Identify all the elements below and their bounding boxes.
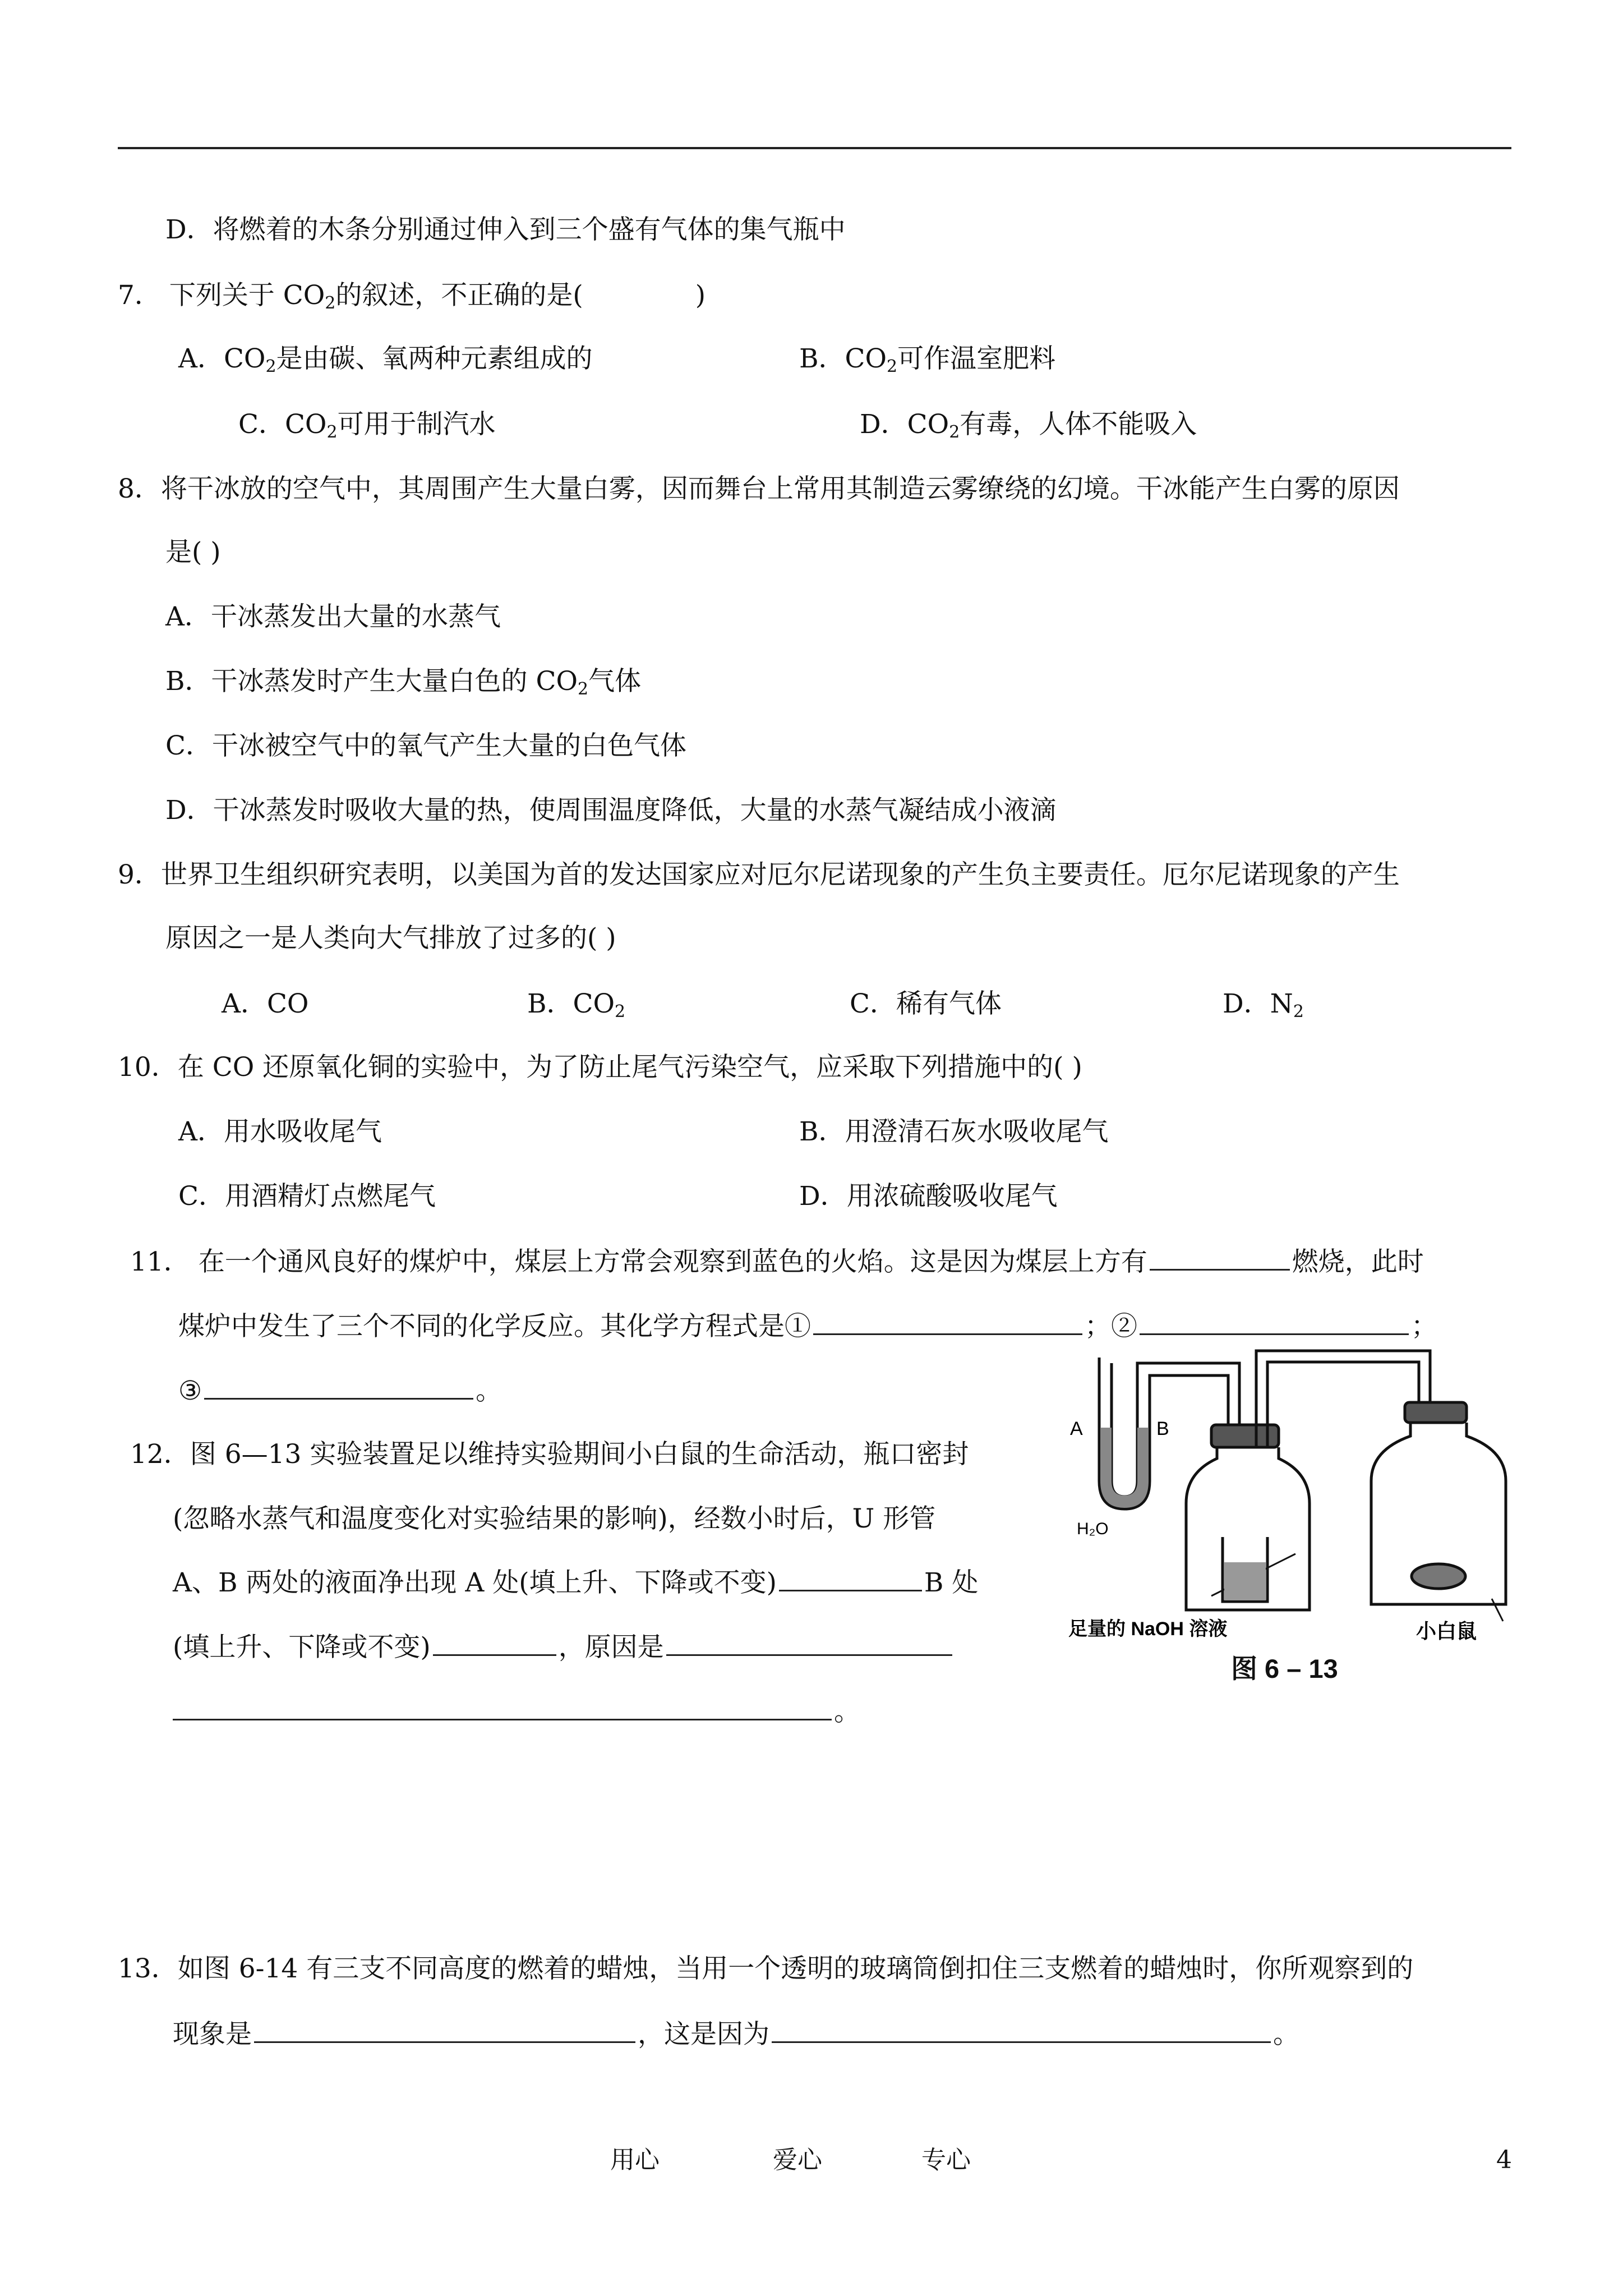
q7-option-c: C．$CO_2$可用于制汽水	[238, 409, 496, 442]
q8-stem-line2: 是( )	[165, 537, 221, 568]
q12-line3: A、B 两处的液面净出现 A 处(填上升、下降或不变) B 处	[173, 1565, 978, 1600]
header-rule	[118, 147, 1511, 149]
q7-option-a: A．$CO_2$是由碳、氧两种元素组成的	[178, 343, 593, 376]
q12-blank-reason[interactable]	[666, 1630, 952, 1656]
q6-option-d: D．将燃着的木条分别通过伸入到三个盛有气体的集气瓶中	[165, 214, 846, 245]
q11-blank-eq2[interactable]	[1140, 1309, 1409, 1335]
q10-option-a: A．用水吸收尾气	[178, 1116, 382, 1147]
q10-option-d: D．用浓硫酸吸收尾气	[799, 1181, 1058, 1212]
label-mouse: 小白鼠	[1416, 1619, 1477, 1642]
q8-option-d: D．干冰蒸发时吸收大量的热，使周围温度降低，大量的水蒸气凝结成小液滴	[165, 795, 1057, 826]
mouse	[1412, 1564, 1465, 1589]
q11-blank-gas[interactable]	[1150, 1244, 1290, 1271]
q7-option-b: B．$CO_2$可作温室肥料	[799, 343, 1056, 376]
connector-tube-2	[1256, 1351, 1430, 1447]
q8-option-c: C．干冰被空气中的氧气产生大量的白色气体	[165, 730, 686, 761]
q11-blank-eq3[interactable]	[204, 1373, 473, 1400]
q8-option-a: A．干冰蒸发出大量的水蒸气	[165, 601, 501, 632]
q12-line1: 12．图 6—13 实验装置足以维持实验期间小白鼠的生命活动，瓶口密封	[130, 1439, 969, 1470]
q10-option-c: C．用酒精灯点燃尾气	[178, 1181, 436, 1212]
label-naoh: 足量的 NaOH 溶液	[1068, 1618, 1228, 1640]
figure-6-13	[1060, 1341, 1542, 1655]
q8-stem-line1: 8．将干冰放的空气中，其周围产生大量白雾，因而舞台上常用其制造云雾缭绕的幻境。干冰能产生白雾的原因	[118, 473, 1400, 504]
q9-option-c: C．稀有气体	[850, 988, 1002, 1019]
q12-line2: (忽略水蒸气和温度变化对实验结果的影响)，经数小时后，U 形管	[173, 1503, 936, 1534]
figure-caption: 图 6 – 13	[1231, 1654, 1338, 1683]
q7-option-d: D．$CO_2$有毒，人体不能吸入	[860, 409, 1197, 442]
q11-line2: 煤炉中发生了三个不同的化学反应。其化学方程式是① ；② ；	[178, 1309, 1437, 1343]
footer-word-1: 用心	[610, 2146, 660, 2174]
q10-option-b: B．用澄清石灰水吸收尾气	[799, 1116, 1109, 1147]
q13-line2: 现象是 ，这是因为 。	[173, 2017, 1299, 2051]
q12-blank-b[interactable]	[433, 1630, 556, 1656]
label-a: A	[1070, 1418, 1083, 1439]
q12-blank-a[interactable]	[779, 1565, 922, 1591]
q10-stem: 10．在 CO 还原氧化铜的实验中，为了防止尾气污染空气，应采取下列措施中的( )	[118, 1052, 1082, 1083]
footer-word-2: 爱心	[773, 2146, 822, 2174]
label-b: B	[1156, 1418, 1169, 1439]
footer-word-3: 专心	[921, 2146, 971, 2174]
q11-blank-eq1[interactable]	[813, 1309, 1082, 1335]
q11-line3: ③ 。	[178, 1373, 502, 1408]
q12-line5: 。	[173, 1694, 860, 1729]
q11-line1: 11． 在一个通风良好的煤炉中，煤层上方常会观察到蓝色的火焰。这是因为煤层上方有 燃烧，此时	[130, 1244, 1424, 1279]
q9-option-d: D．$N_2$	[1223, 988, 1304, 1022]
q9-stem-line1: 9．世界卫生组织研究表明，以美国为首的发达国家应对厄尔尼诺现象的产生负主要责任。厄尔尼诺现象的产生	[118, 859, 1400, 890]
q9-option-a: A．CO	[222, 988, 309, 1019]
q9-stem-line2: 原因之一是人类向大气排放了过多的( )	[165, 923, 616, 954]
q13-blank-phenomenon[interactable]	[254, 2017, 635, 2043]
q12-blank-reason-cont[interactable]	[173, 1694, 832, 1720]
q12-line4: (填上升、下降或不变) ，原因是	[173, 1630, 955, 1664]
q13-line1: 13．如图 6-14 有三支不同高度的燃着的蜡烛，当用一个透明的玻璃筒倒扣住三支燃着的蜡烛时，你所观察到的	[118, 1953, 1414, 1984]
page-number: 4	[1496, 2146, 1512, 2174]
q9-option-b: B．$CO_2$	[527, 988, 626, 1022]
q8-option-b: B．干冰蒸发时产生大量白色的 $CO_2$气体	[165, 666, 642, 699]
label-h2o: H₂O	[1077, 1520, 1109, 1538]
q13-blank-reason[interactable]	[772, 2017, 1271, 2043]
q7-stem: 7． 下列关于 $CO_2$的叙述，不正确的是( )	[118, 280, 706, 313]
